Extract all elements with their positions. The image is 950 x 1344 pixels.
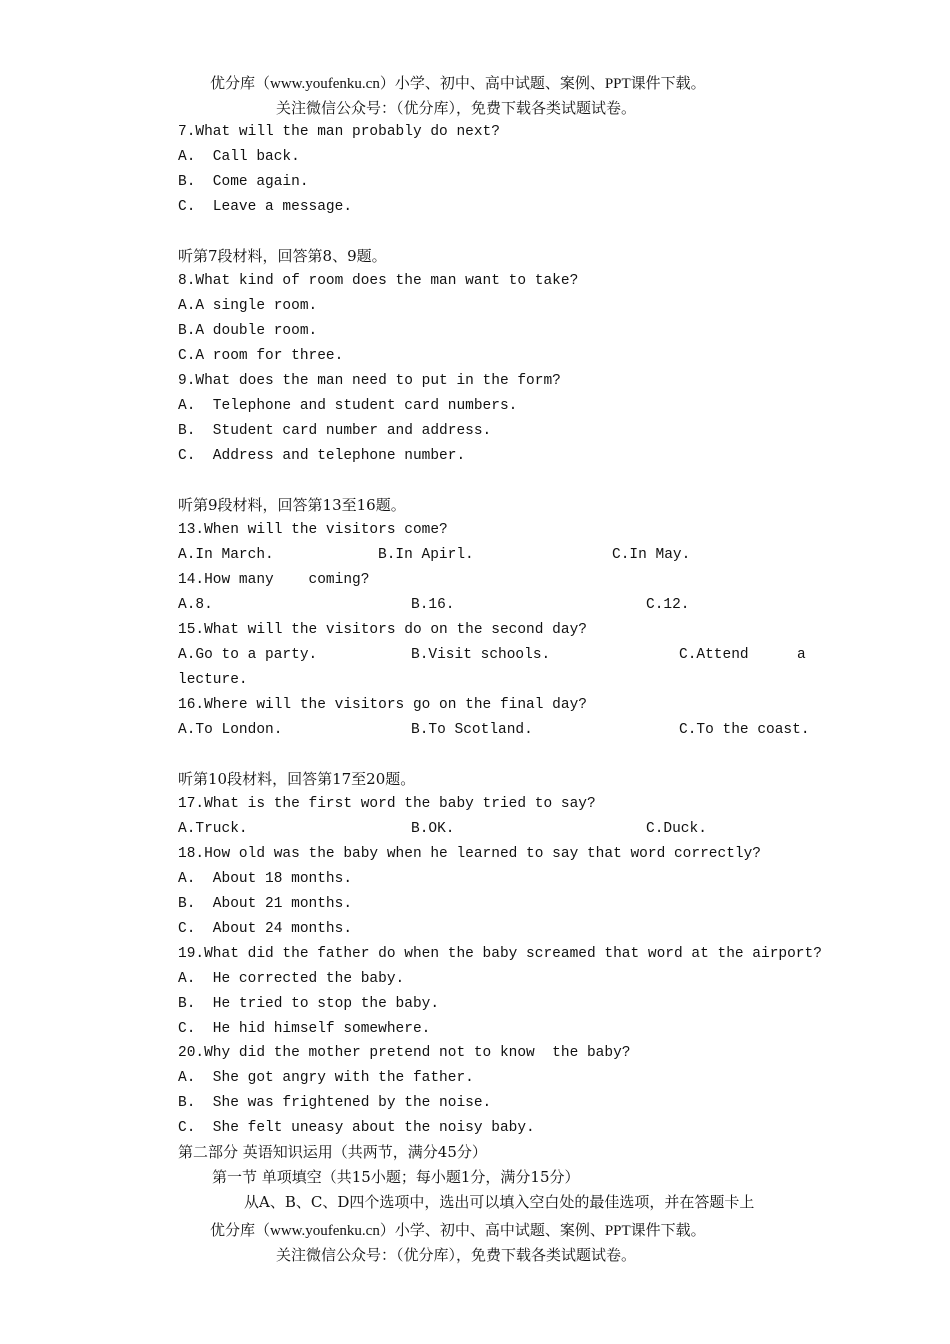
q17-option-c: C.Duck. [646, 821, 707, 837]
q9-option-b: B. Student card number and address. [178, 423, 492, 439]
header-line-1: 优分库（www.youfenku.cn）小学、初中、高中试题、案例、PPT课件下载。 [210, 76, 706, 92]
q18-question: 18.How old was the baby when he learned to say that word correctly? [178, 846, 761, 862]
q8-question: 8.What kind of room does the man want to take? [178, 273, 579, 289]
section7-heading: 听第7段材料，回答第8、9题。 [178, 247, 387, 265]
q20-option-a: A. She got angry with the father. [178, 1070, 474, 1086]
q17-question: 17.What is the first word the baby tried to say? [178, 796, 596, 812]
q14-option-a: A.8. [178, 597, 213, 613]
header-line-2: 关注微信公众号：（优分库），免费下载各类试题试卷。 [276, 101, 637, 117]
q9-question: 9.What does the man need to put in the form? [178, 373, 561, 389]
q14-question: 14.How many coming? [178, 572, 370, 588]
q15-option-c: C.Attend [679, 647, 749, 663]
q20-option-c: C. She felt uneasy about the noisy baby. [178, 1120, 535, 1136]
q7-question: 7.What will the man probably do next? [178, 124, 500, 140]
q15-option-c-continued: lecture. [178, 672, 248, 688]
q14-option-b: B.16. [411, 597, 455, 613]
footer-line-2: 关注微信公众号：（优分库），免费下载各类试题试卷。 [276, 1248, 637, 1264]
q14-option-c: C.12. [646, 597, 690, 613]
q8-option-b: B.A double room. [178, 323, 318, 339]
q9-option-c: C. Address and telephone number. [178, 448, 466, 464]
q7-option-c: C. Leave a message. [178, 199, 353, 215]
q16-option-b: B.To Scotland. [411, 722, 533, 738]
q13-option-c: C.In May. [612, 547, 691, 563]
q13-option-a: A.In March. [178, 547, 274, 563]
part2-subheading: 第一节 单项填空（共15小题；每小题1分，满分15分） [212, 1168, 580, 1186]
q16-question: 16.Where will the visitors go on the final day? [178, 697, 587, 713]
q20-question: 20.Why did the mother pretend not to know the baby? [178, 1045, 631, 1061]
q15-option-b: B.Visit schools. [411, 647, 551, 663]
q17-option-b: B.OK. [411, 821, 455, 837]
part2-instruction: 从A、B、C、D四个选项中，选出可以填入空白处的最佳选项，并在答题卡上 [244, 1193, 755, 1211]
q13-option-b: B.In Apirl. [378, 547, 474, 563]
section9-heading: 听第9段材料，回答第13至16题。 [178, 496, 406, 514]
q15-option-c-word-a: a [797, 647, 806, 663]
q19-option-c: C. He hid himself somewhere. [178, 1021, 431, 1037]
q18-option-a: A. About 18 months. [178, 871, 353, 887]
q15-option-a: A.Go to a party. [178, 647, 318, 663]
part2-heading: 第二部分 英语知识运用（共两节，满分45分） [178, 1143, 487, 1161]
q8-option-c: C.A room for three. [178, 348, 344, 364]
q19-option-b: B. He tried to stop the baby. [178, 996, 440, 1012]
q18-option-c: C. About 24 months. [178, 921, 353, 937]
footer-line-1: 优分库（www.youfenku.cn）小学、初中、高中试题、案例、PPT课件下载。 [210, 1223, 706, 1239]
q16-option-a: A.To London. [178, 722, 283, 738]
section10-heading: 听第10段材料，回答第17至20题。 [178, 770, 416, 788]
q18-option-b: B. About 21 months. [178, 896, 353, 912]
q8-option-a: A.A single room. [178, 298, 318, 314]
q13-question: 13.When will the visitors come? [178, 522, 448, 538]
q16-option-c: C.To the coast. [679, 722, 810, 738]
q7-option-a: A. Call back. [178, 149, 300, 165]
q20-option-b: B. She was frightened by the noise. [178, 1095, 492, 1111]
q19-option-a: A. He corrected the baby. [178, 971, 405, 987]
q9-option-a: A. Telephone and student card numbers. [178, 398, 518, 414]
q17-option-a: A.Truck. [178, 821, 248, 837]
q19-question: 19.What did the father do when the baby screamed that word at the airport? [178, 946, 822, 962]
q7-option-b: B. Come again. [178, 174, 309, 190]
q15-question: 15.What will the visitors do on the second day? [178, 622, 587, 638]
